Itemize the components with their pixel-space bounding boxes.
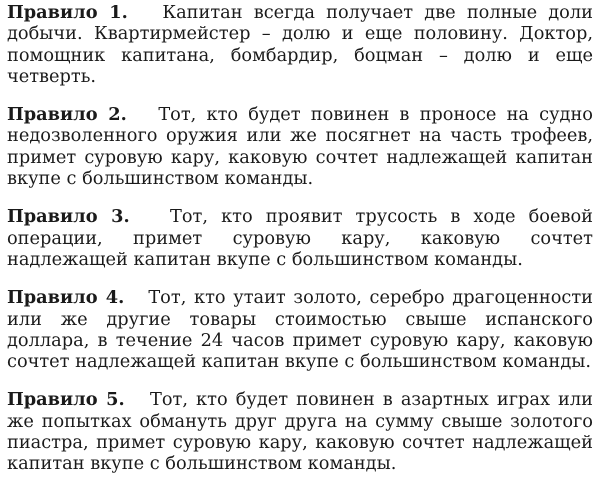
rule-4-title: Правило 4.: [7, 287, 141, 309]
rule-3-text: Тот, кто проявит трусость в ходе боевой операции, примет суровую кару, каковую сочтет надлежащей капитан вкупе с большинством команды.: [7, 207, 593, 270]
rule-5-title: Правило 5.: [7, 389, 142, 411]
rule-1-title: Правило 1.: [7, 2, 152, 23]
rule-2: [7, 104, 593, 190]
rule-2-text: Тот, кто будет повинен в проносе на судно недозволенного оружия или же посягнет на часть трофеев, примет суровую кару, каковую сочтет надлежащей капитан вкупе с большинством команды.: [7, 105, 593, 190]
rule-4-text: Тот, кто утаит золото, серебро драгоценности или же другие товары стоимостью свыше испанского доллара, в течение 24 часов примет суровую кару, каковую сочтет надлежащей капитан вкупе с большинством команды.: [7, 288, 593, 373]
rule-1: [7, 2, 593, 88]
rule-5-text: Тот, кто будет повинен в азартных играх или же попытках обмануть друг друга на сумму свыше золотого пиастра, примет суровую кару, каковую сочтет надлежащей капитан вкупе с большинством команды.: [7, 390, 593, 475]
rule-3: [7, 206, 593, 271]
rule-2-title: Правило 2.: [7, 104, 149, 126]
rule-1-text: Капитан всегда получает две полные доли добычи. Квартирмейстер – долю и еще половину. Доктор, помощник капитана, бомбардир, боцман – долю и еще четверть.: [7, 3, 593, 87]
rule-4: [7, 287, 593, 373]
rule-5: [7, 389, 593, 475]
rule-3-title: Правило 3.: [7, 206, 157, 228]
